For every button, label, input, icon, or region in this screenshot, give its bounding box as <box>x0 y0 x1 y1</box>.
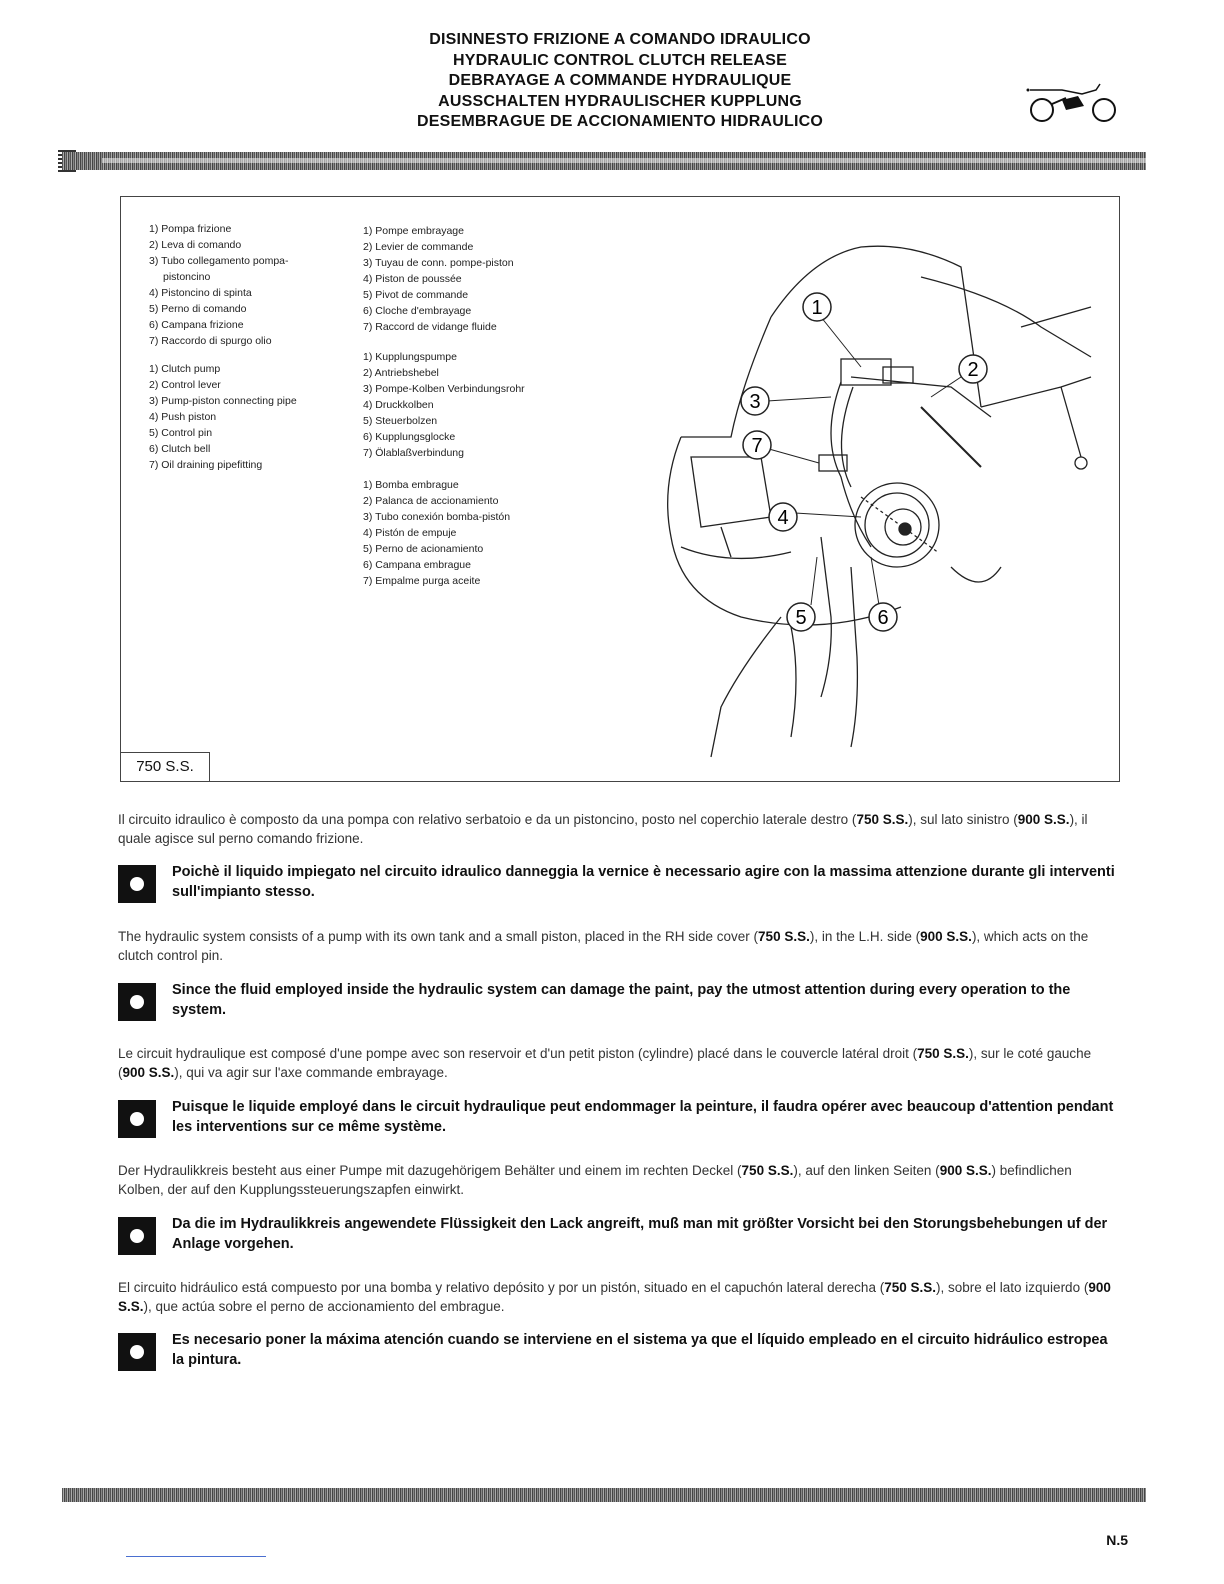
legend-italian <box>149 221 334 349</box>
warning-icon <box>118 1333 156 1371</box>
callout-7 <box>743 431 819 463</box>
callout-3 <box>741 387 831 415</box>
legend-item: 3) Tubo conexión bomba-pistón <box>363 511 511 523</box>
legend-item: 1) Pompa frizione <box>149 223 232 235</box>
legend-item: 4) Pistoncino di spinta <box>149 287 252 299</box>
model-label: 750 S.S. <box>121 752 210 781</box>
legend-spanish <box>363 477 510 589</box>
legend-item: 2) Antriebshebel <box>363 367 439 379</box>
svg-text:3: 3 <box>749 391 761 413</box>
paragraph-it: Il circuito idraulico è composto da una pompa con relativo serbatoio e da un pistoncino, posto nel coperchio laterale destro (750 S.S.), sul lato sinistro (900 S.S.), il quale agisce sul perno comando frizione. <box>118 812 1088 846</box>
legend-item: 2) Leva di comando <box>149 239 242 251</box>
legend-item: 1) Clutch pump <box>149 363 221 375</box>
callout-5 <box>787 557 817 631</box>
legend-item: 2) Levier de commande <box>363 241 474 253</box>
svg-text:5: 5 <box>795 607 807 629</box>
svg-text:1: 1 <box>811 297 823 319</box>
legend-item: 6) Cloche d'embrayage <box>363 305 472 317</box>
svg-text:2: 2 <box>967 359 979 381</box>
legend-item: 7) Empalme purga aceite <box>363 575 481 587</box>
legend-item: 7) Ölablaßverbindung <box>363 447 464 459</box>
figure-box <box>120 196 1120 782</box>
callout-6 <box>869 557 897 631</box>
callout-1 <box>803 293 861 367</box>
callout-4 <box>769 503 861 531</box>
legend-item: 6) Campana embrague <box>363 559 471 571</box>
page-titles <box>300 30 940 133</box>
legend-item: 2) Palanca de accionamiento <box>363 495 499 507</box>
page-number: N.5 <box>1106 1532 1128 1548</box>
legend-item: 5) Steuerbolzen <box>363 415 438 427</box>
legend-item: 5) Control pin <box>149 427 213 439</box>
title-es: DESEMBRAGUE DE ACCIONAMIENTO HIDRAULICO <box>416 113 824 130</box>
header-rule <box>62 152 1146 170</box>
legend-german <box>363 349 525 461</box>
legend-french <box>363 223 514 335</box>
title-it: DISINNESTO FRIZIONE A COMANDO IDRAULICO <box>429 31 811 48</box>
callouts <box>741 293 987 631</box>
legend-item: 6) Campana frizione <box>149 319 244 331</box>
legend-item: 7) Raccord de vidange fluide <box>363 321 497 333</box>
title-de: AUSSCHALTEN HYDRAULISCHER KUPPLUNG <box>438 92 802 110</box>
warning-icon <box>118 983 156 1021</box>
legend-item: 6) Clutch bell <box>149 443 211 455</box>
warning-icon <box>118 865 156 903</box>
legend-item: 7) Oil draining pipefitting <box>149 459 263 471</box>
title-fr: DEBRAYAGE A COMMANDE HYDRAULIQUE <box>448 72 792 89</box>
legend-item: 2) Control lever <box>149 379 221 391</box>
svg-text:4: 4 <box>777 507 789 529</box>
legend-item: 4) Pistón de empuje <box>363 527 457 539</box>
legend-item: 5) Perno de acionamiento <box>363 543 484 555</box>
title-en: HYDRAULIC CONTROL CLUTCH RELEASE <box>452 51 788 69</box>
legend-item: 3) Tubo collegamento pompa- <box>149 255 289 267</box>
paragraph-fr: Le circuit hydraulique est composé d'une pompe avec son reservoir et d'un petit piston (cylindre) placé dans le couvercle latéral droit (750 S.S.), sur le coté gauche (900 S.S.), qui va agir sur l'axe commande embrayage. <box>118 1046 1092 1080</box>
svg-text:6: 6 <box>877 607 889 629</box>
legend-item: 3) Tuyau de conn. pompe-piston <box>363 257 514 269</box>
legend-english <box>149 361 349 473</box>
legend-item: 5) Pivot de commande <box>363 289 469 301</box>
legend-item: 3) Pump-piston connecting pipe <box>149 395 297 407</box>
legend-item: 1) Bomba embrague <box>363 479 459 491</box>
legend-item: 7) Raccordo di spurgo olio <box>149 335 272 347</box>
legend-item: 4) Push piston <box>149 411 217 423</box>
legend-item: 1) Pompe embrayage <box>363 225 464 237</box>
warning-icon <box>118 1100 156 1138</box>
svg-text:7: 7 <box>751 435 763 457</box>
legend-item: pistoncino <box>163 271 211 283</box>
paragraph-es: El circuito hidráulico está compuesto por una bomba y relativo depósito y por un pistón, situado en el capuchón lateral derecha (750 S.S.), sobre el lato izquierdo (900 S.S.), que actúa sobre el perno de accionamiento del embrague. <box>118 1280 1111 1314</box>
motorcycle-icon <box>1022 80 1122 124</box>
scan-artifact-line <box>126 1556 266 1557</box>
warning-icon <box>118 1217 156 1255</box>
paragraph-de: Der Hydraulikkreis besteht aus einer Pumpe mit dazugehörigem Behälter und einem im rechten Deckel (750 S.S.), auf den linken Seiten (900 S.S.) befindlichen Kolben, der auf den Kupplungssteuerungszapfen einwirkt. <box>118 1163 1072 1197</box>
legend-item: 1) Kupplungspumpe <box>363 351 457 363</box>
legend-item: 4) Druckkolben <box>363 399 434 411</box>
legend-item: 4) Piston de poussée <box>363 273 462 285</box>
footer-rule <box>62 1488 1146 1502</box>
legend-item: 5) Perno di comando <box>149 303 247 315</box>
paragraph-en: The hydraulic system consists of a pump with its own tank and a small piston, placed in the RH side cover (750 S.S.), in the L.H. side (900 S.S.), which acts on the clutch control pin. <box>118 929 1089 963</box>
legend-item: 3) Pompe-Kolben Verbindungsrohr <box>363 383 525 395</box>
legend-item: 6) Kupplungsglocke <box>363 431 456 443</box>
clutch-diagram <box>621 237 1101 777</box>
